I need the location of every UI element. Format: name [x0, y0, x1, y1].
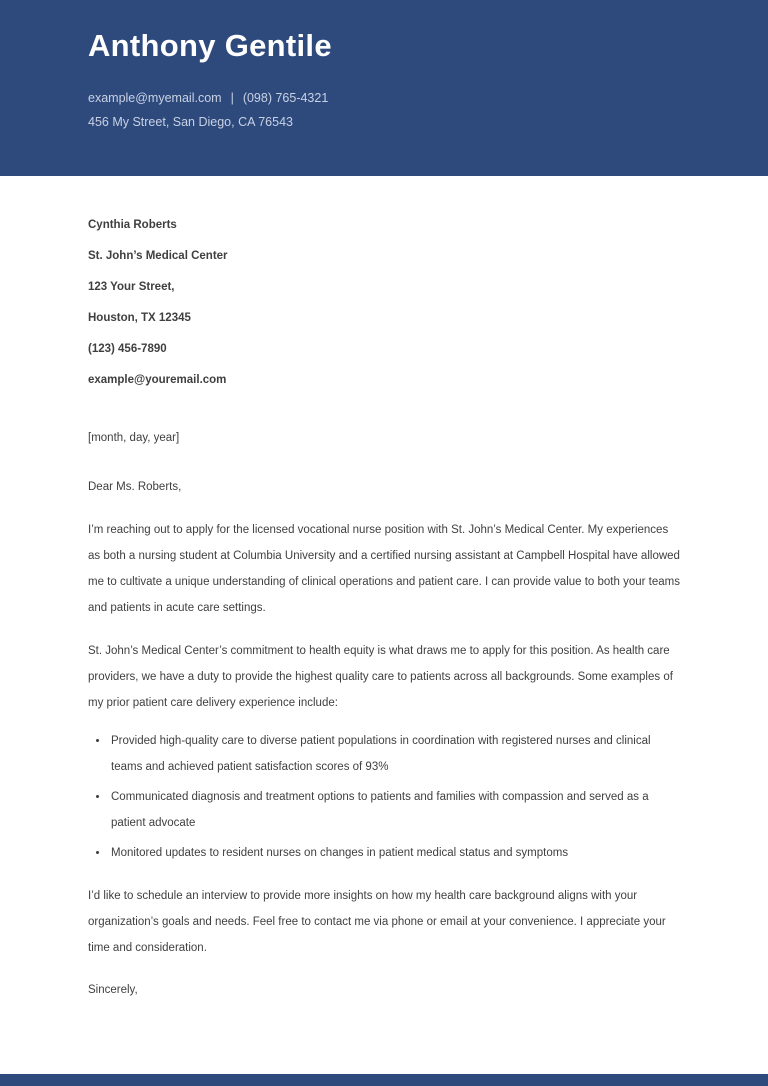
bullet-item-patient-care: • Provided high-quality care to diverse patient populations in coordination with registered nurses and clinical teams and achieved patient satisfaction scores of 93% — [109, 728, 682, 780]
paragraph-introduction: I’m reaching out to apply for the licensed vocational nurse position with St. John’s Medical Center. My experiences as both a nursing student at Columbia University and a certified nursing assistant at Campbell Hospital have allowed me to cultivate a unique understanding of clinical operations and patient care. I can provide value to both your teams and patients in acute care settings. — [88, 524, 680, 614]
contact-line-address — [88, 114, 728, 130]
salutation: Dear Ms. Roberts, — [88, 481, 182, 493]
contact-separator: | — [230, 91, 234, 105]
paragraph-closing: I’d like to schedule an interview to provide more insights on how my health care background aligns with your organization’s goals and needs. Feel free to contact me via phone or email at your convenience. I appreciate your time and consideration. — [88, 890, 666, 954]
experience-bullet-list — [88, 728, 682, 866]
recipient-street: 123 Your Street, — [88, 281, 175, 293]
recipient-email: example@youremail.com — [88, 374, 227, 386]
recipient-block — [88, 212, 682, 393]
letter-header — [0, 0, 768, 176]
address-text: 456 My Street, San Diego, CA 76543 — [88, 115, 293, 129]
signoff: Sincerely, — [88, 984, 138, 996]
recipient-company: St. John’s Medical Center — [88, 250, 228, 262]
recipient-name: Cynthia Roberts — [88, 219, 177, 231]
footer-accent-bar — [0, 1074, 768, 1086]
phone-text: (098) 765-4321 — [242, 91, 329, 105]
email-text: example@myemail.com — [88, 91, 222, 105]
letter-body — [0, 176, 768, 1003]
recipient-phone: (123) 456-7890 — [88, 343, 167, 355]
paragraph-motivation: St. John’s Medical Center’s commitment to health equity is what draws me to apply for this position. As health care providers, we have a duty to provide the highest quality care to patients across all backgrounds. Some examples of my prior patient care delivery experience include: — [88, 645, 673, 709]
contact-line-email-phone — [88, 90, 728, 106]
date-placeholder: [month, day, year] — [88, 432, 180, 444]
candidate-name: Anthony Gentile — [88, 28, 332, 63]
bullet-item-monitoring: • Monitored updates to resident nurses on changes in patient medical status and symptoms — [109, 840, 682, 866]
recipient-city: Houston, TX 12345 — [88, 312, 191, 324]
bullet-item-communication: • Communicated diagnosis and treatment options to patients and families with compassion and served as a patient advocate — [109, 784, 682, 836]
